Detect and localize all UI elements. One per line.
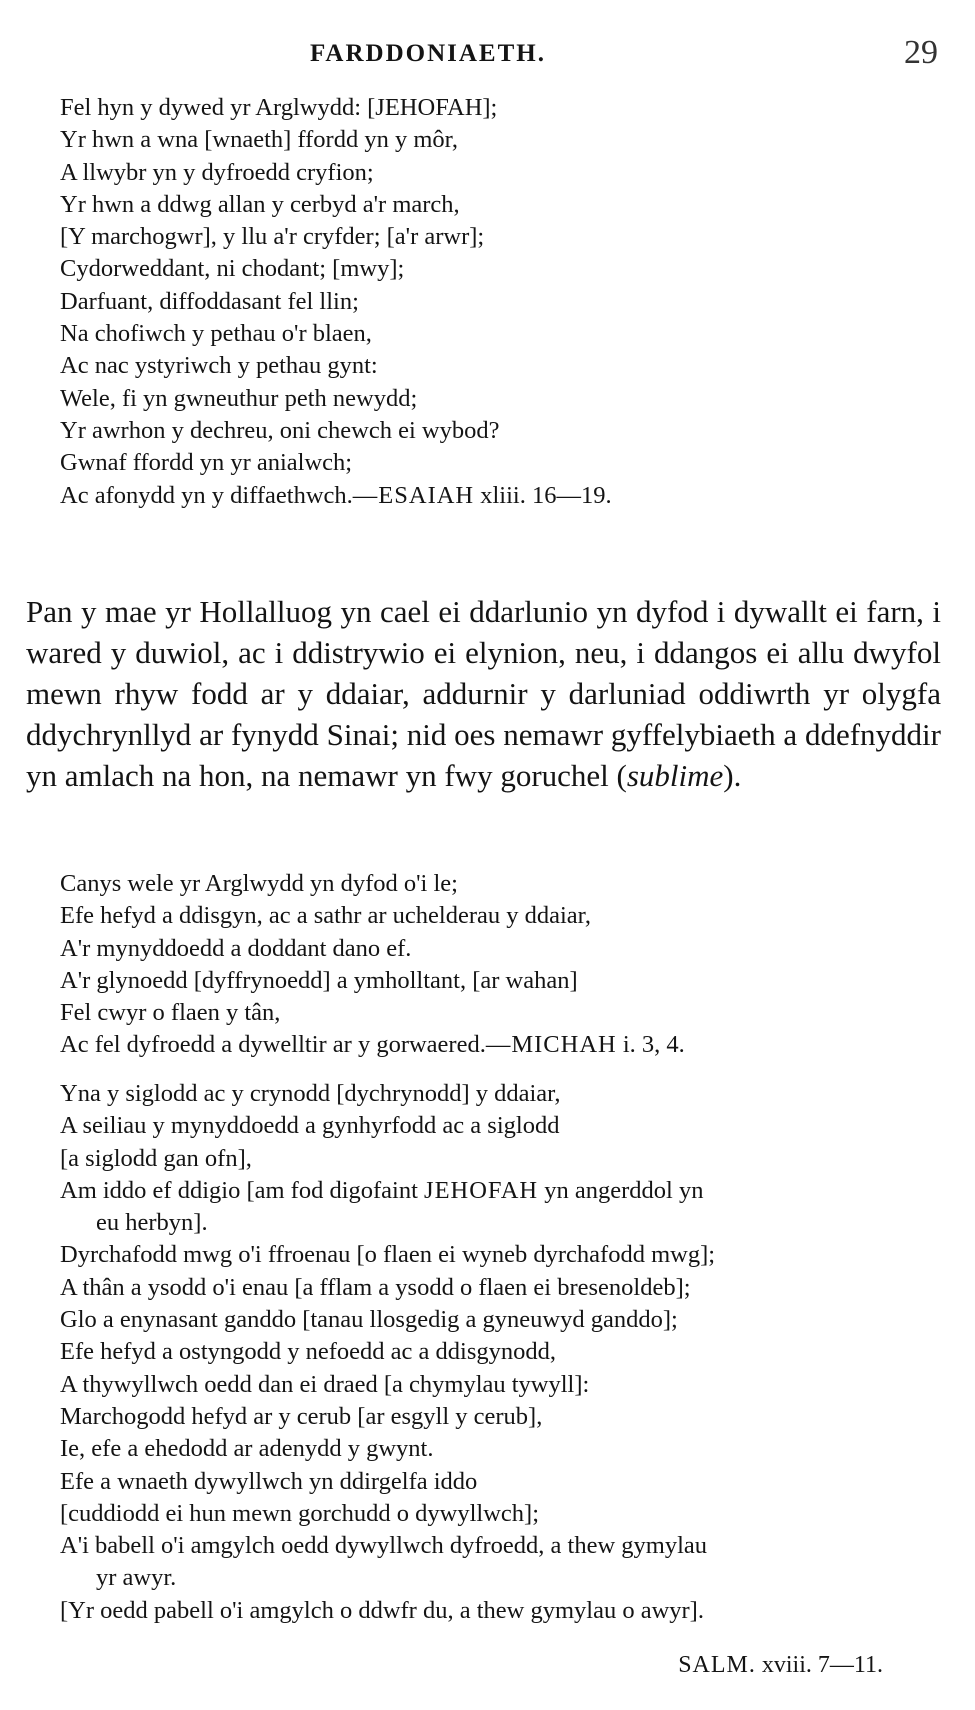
verse-line: A'r mynyddoedd a doddant dano ef. (60, 934, 412, 962)
verse-line-with-citation (60, 1029, 950, 1061)
verse-line: Yr awrhon y dechreu, oni chewch ei wybod? (60, 416, 500, 444)
verse-line: A thywyllwch oedd dan ei draed [a chymylau tywyll]: (60, 1370, 590, 1398)
prose-italic-term: sublime (626, 758, 724, 793)
verse-line (60, 1175, 950, 1207)
verse-line: Ie, efe a ehedodd ar adenydd y gwynt. (60, 1435, 434, 1463)
verse-line: Efe a wnaeth dywyllwch yn ddirgelfa iddo (60, 1467, 478, 1495)
page-number: 29 (904, 34, 938, 71)
verse-line: A'i babell o'i amgylch oedd dywyllwch dyfroedd, a thew gymylau (60, 1532, 708, 1560)
verse-line-continuation: yr awyr. (96, 1564, 177, 1592)
verse-line: Dyrchafodd mwg o'i ffroenau [o flaen ei wyneb dyrchafodd mwg]; (60, 1241, 716, 1269)
verse-line: Wele, fi yn gwneuthur peth newydd; (60, 384, 418, 412)
verse-line: Canys wele yr Arglwydd yn dyfod o'i le; (60, 870, 458, 897)
citation-reference: xviii. 7—11. (755, 1652, 883, 1678)
verse-line: Ac nac ystyriwch y pethau gynt: (60, 352, 378, 380)
verse-line: Yr hwn a ddwg allan y cerbyd a'r march, (60, 190, 460, 218)
verse-line: A'r glynoedd [dyffrynoedd] a ymholltant, [ar wahan] (60, 966, 578, 994)
verse-line: Darfuant, diffoddasant fel llin; (60, 287, 359, 315)
verse-line: [Y marchogwr], y llu a'r cryfder; [a'r arwr]; (60, 223, 485, 251)
citation-book: SALM. (678, 1652, 756, 1678)
verse-line: Yna y siglodd ac y crynodd [dychrynodd] y ddaiar, (60, 1080, 561, 1107)
citation-reference: i. 3, 4. (616, 1031, 685, 1059)
verse-line: Marchogodd hefyd ar y cerub [ar esgyll y cerub], (60, 1402, 543, 1430)
verse-line: [cuddiodd ei hun mewn gorchudd o dywyllwch]; (60, 1499, 540, 1527)
verse-text: Am iddo ef ddigio [am fod digofaint (60, 1176, 425, 1204)
citation-reference: xliii. 16—19. (474, 481, 612, 509)
verse-line: Efe hefyd a ddisgyn, ac a sathr ar uchelderau y ddaiar, (60, 902, 591, 930)
page-header (0, 34, 975, 78)
verse-line: Na chofiwch y pethau o'r blaen, (60, 320, 372, 348)
verse-line: Efe hefyd a ostyngodd y nefoedd ac a ddisgynodd, (60, 1338, 556, 1366)
citation-book: —ESAIAH (352, 481, 475, 509)
running-title: FARDDONIAETH. (310, 40, 546, 67)
verse-line: Gwnaf ffordd yn yr anialwch; (60, 449, 353, 477)
prose-end: ). (723, 758, 742, 793)
verse-text: Ac fel dyfroedd a dywelltir ar y gorwaered. (60, 1031, 486, 1059)
citation-salm (678, 1652, 883, 1679)
verse-line: [a siglodd gan ofn], (60, 1144, 252, 1172)
verse-block-salm (60, 1078, 950, 1627)
verse-block-michah (60, 868, 950, 1062)
prose-text: Pan y mae yr Hollalluog yn cael ei ddarlunio yn dyfod i dywallt ei farn, i wared y duwiol, ac i ddistrywio ei elynion, neu, i ddangos ei allu dwyfol mewn rhyw fodd ar y ddaiar, addurnir y darluniad oddiwrth yr olygfa ddychrynllyd ar fynydd Sinai; nid oes nemawr gyffelybiaeth a ddefnyddir yn amlach na hon, na nemawr yn fwy goruchel ( (26, 594, 941, 793)
citation-book: —MICHAH (485, 1031, 617, 1059)
prose-paragraph (26, 591, 941, 796)
verse-text: Ac afonydd yn y diffaethwch. (60, 481, 353, 509)
verse-line: Yr hwn a wna [wnaeth] ffordd yn y môr, (60, 126, 458, 154)
verse-line: Fel hyn y dywed yr Arglwydd: [JEHOFAH]; (60, 94, 498, 121)
verse-block-esaiah (60, 92, 950, 512)
verse-line: A thân a ysodd o'i enau [a fflam a ysodd o flaen ei bresenoldeb]; (60, 1273, 691, 1301)
verse-line: Glo a enynasant ganddo [tanau llosgedig a gyneuwyd ganddo]; (60, 1306, 678, 1334)
verse-line: Fel cwyr o flaen y tân, (60, 999, 281, 1027)
verse-text: yn angerddol yn (538, 1176, 704, 1204)
verse-line-with-citation (60, 480, 950, 512)
verse-line: A llwybr yn y dyfroedd cryfion; (60, 158, 374, 186)
verse-line: [Yr oedd pabell o'i amgylch o ddwfr du, a thew gymylau o awyr]. (60, 1596, 704, 1624)
divine-name: JEHOFAH (424, 1176, 539, 1204)
verse-line-continuation: eu herbyn]. (96, 1209, 208, 1237)
verse-line: A seiliau y mynyddoedd a gynhyrfodd ac a siglodd (60, 1112, 560, 1140)
verse-line: Cydorweddant, ni chodant; [mwy]; (60, 255, 405, 283)
